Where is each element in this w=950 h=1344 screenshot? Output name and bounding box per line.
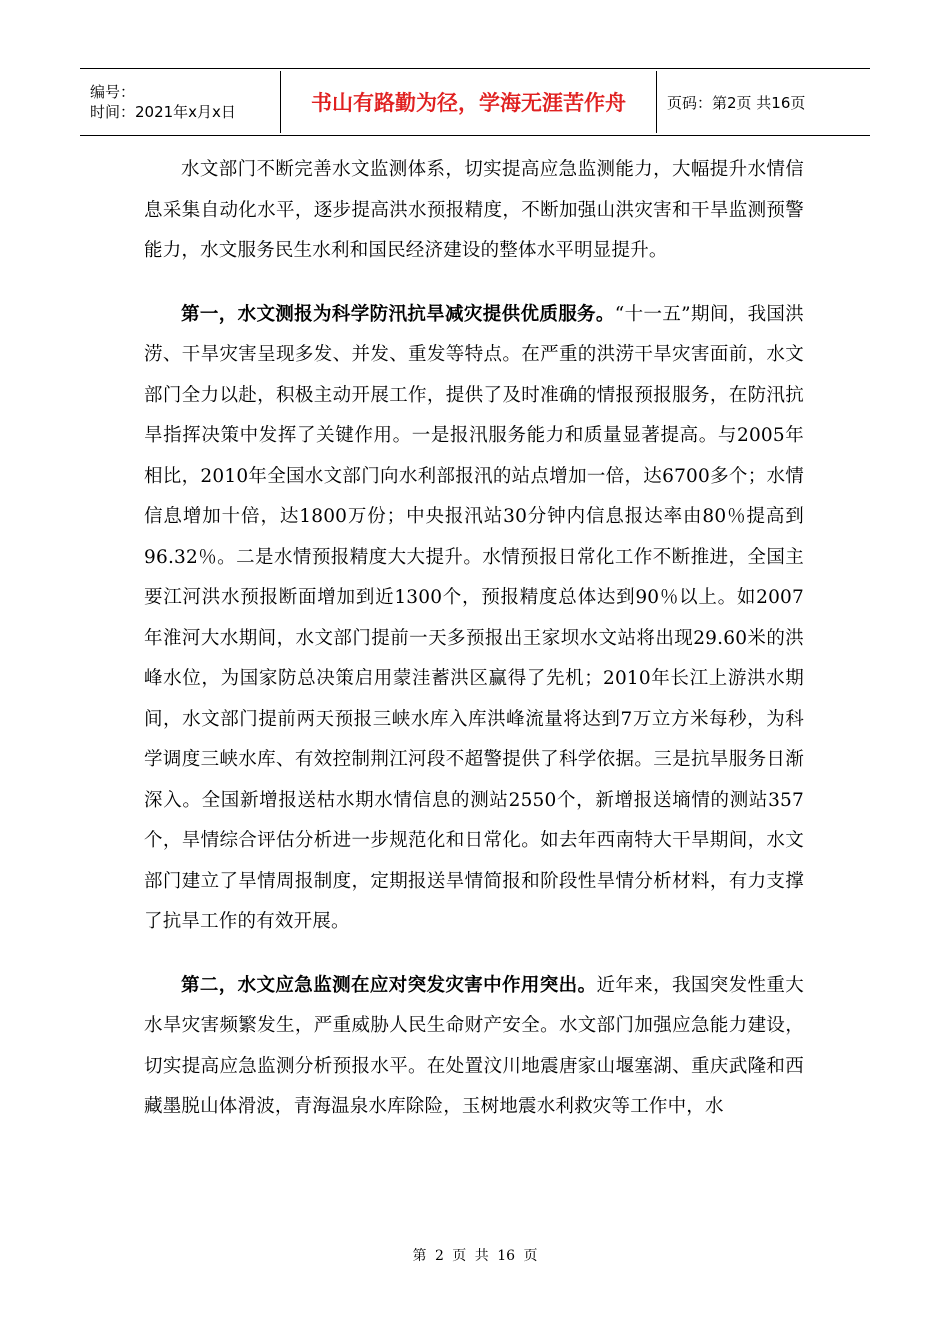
paragraph-lead: 第一，水文测报为科学防汛抗旱减灾提供优质服务。 — [181, 303, 615, 325]
paragraph-text: 水文部门不断完善水文监测体系，切实提高应急监测能力，大幅提升水情信息采集自动化水平，逐步提高洪水预报精度，不断加强山洪灾害和干旱监测预警能力，水文服务民生水利和国民经济建设的整体水平明显提升。 — [144, 159, 804, 261]
page-header — [80, 68, 870, 136]
paragraph-first — [144, 295, 804, 943]
page-footer: 第 2 页 共 16 页 — [412, 1248, 538, 1264]
paragraph-second — [144, 966, 804, 1128]
paragraph-intro — [144, 150, 804, 272]
paragraph-text: 近年来，我国突发性重大水旱灾害频繁发生，严重威胁人民生命财产安全。水文部门加强应急能力建设，切实提高应急监测分析预报水平。在处置汶川地震唐家山堰塞湖、重庆武隆和西藏墨脱山体滑波，青海温泉水库除险，玉树地震水利救灾等工作中，水 — [144, 974, 804, 1117]
document-date: 时间：2021年x月x日 — [90, 103, 236, 121]
header-meta — [80, 69, 280, 135]
paragraph-lead: 第二，水文应急监测在应对突发灾害中作用突出。 — [181, 974, 597, 996]
document-body — [144, 150, 804, 1128]
document-number: 编号： — [90, 83, 136, 101]
paragraph-text: “十一五”期间，我国洪涝、干旱灾害呈现多发、并发、重发等特点。在严重的洪涝干旱灾害面前，水文部门全力以赴，积极主动开展工作，提供了及时准确的情报预报服务，在防汛抗旱指挥决策中发挥了关键作用。一是报汛服务能力和质量显著提高。与2005年相比，2010年全国水文部门向水利部报汛的站点增加一倍，达6700多个；水情信息增加十倍，达1800万份；中央报汛站30分钟内信息报达率由80％提高到96.32％。二是水情预报精度大大提升。水情预报日常化工作不断推进，全国主要江河洪水预报断面增加到近1300个，预报精度总体达到90％以上。如2007年淮河大水期间，水文部门提前一天多预报出王家坝水文站将出现29.60米的洪峰水位，为国家防总决策启用蒙洼蓄洪区赢得了先机；2010年长江上游洪水期间，水文部门提前两天预报三峡水库入库洪峰流量将达到7万立方米每秒，为科学调度三峡水库、有效控制荆江河段不超警提供了科学依据。三是抗旱服务日渐深入。全国新增报送枯水期水情信息的测站2550个，新增报送墒情的测站357个，旱情综合评估分析进一步规范化和日常化。如去年西南特大干旱期间，水文部门建立了旱情周报制度，定期报送旱情简报和阶段性旱情分析材料，有力支撑了抗旱工作的有效开展。 — [144, 303, 804, 932]
header-motto: 书山有路勤为径，学海无涯苦作舟 — [280, 71, 657, 133]
header-page-number: 页码：第2页 共16页 — [667, 93, 806, 112]
